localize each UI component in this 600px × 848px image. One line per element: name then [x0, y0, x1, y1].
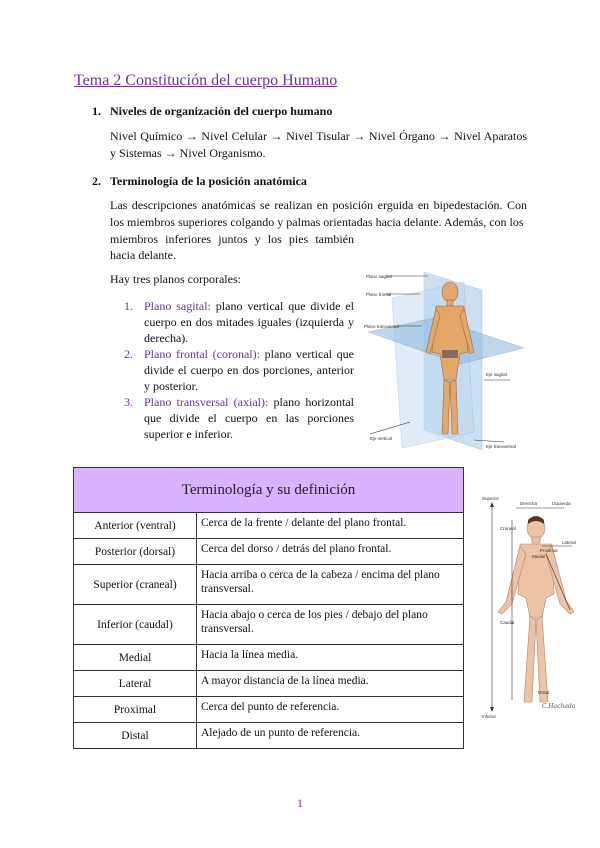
figure-label: Eje sagital: [486, 372, 507, 377]
planes-list: [124, 298, 354, 442]
definition-cell: Cerca de la frente / delante del plano frontal.: [197, 513, 464, 539]
table-header: Terminología y su definición: [74, 468, 464, 513]
page-number: 1: [297, 796, 303, 810]
definition-cell: Cerca del dorso / detrás del plano frontal.: [197, 539, 464, 565]
term-cell: Anterior (ventral): [74, 513, 197, 539]
table-row: [74, 645, 464, 671]
list-item: 2. Plano frontal (coronal): plano vertical que divide el cuerpo en dos porciones, anterior y posterior.: [124, 347, 354, 393]
figure-label: Superior: [482, 496, 500, 501]
term-cell: Superior (craneal): [74, 565, 197, 605]
signature: C.Hachado: [542, 703, 576, 710]
term-cell: Distal: [74, 723, 197, 749]
figure-label: Inferior: [482, 714, 497, 719]
list-item: 3. Plano transversal (axial): plano horizontal que divide el cuerpo en las porciones superior e inferior.: [124, 395, 354, 441]
definition-cell: Hacia arriba o cerca de la cabeza / encima del plano transversal.: [197, 565, 464, 605]
anatomical-position-paragraph-cont: miembros inferiores juntos y los pies también hacia delante.: [110, 232, 354, 262]
table-row: [74, 697, 464, 723]
terminology-table: [73, 467, 464, 749]
planes-intro: Hay tres planos corporales:: [110, 272, 241, 286]
term-cell: Posterior (dorsal): [74, 539, 197, 565]
term-cell: Lateral: [74, 671, 197, 697]
figure-label: Proximal: [540, 548, 558, 553]
term-cell: Inferior (caudal): [74, 605, 197, 645]
section-title: Niveles de organización del cuerpo humano: [110, 104, 333, 118]
section-heading-2: [92, 174, 307, 189]
list-item: 1. Plano sagital: plano vertical que divide el cuerpo en dos mitades iguales (izquierda y derecha).: [124, 299, 354, 345]
figure-label: Plano transversal: [364, 324, 399, 329]
figure-label: Lateral: [562, 540, 576, 545]
term-cell: Proximal: [74, 697, 197, 723]
definition-cell: Hacia abajo o cerca de los pies / debajo del plano transversal.: [197, 605, 464, 645]
section-title: Terminología de la posición anatómica: [110, 174, 307, 188]
figure-label: Craneal: [500, 526, 516, 531]
levels-paragraph: Nivel Químico → Nivel Celular → Nivel Tisular → Nivel Órgano → Nivel Aparatos y Sistemas → Nivel Organismo.: [110, 129, 527, 160]
section-number: 2.: [92, 174, 101, 188]
section-heading-1: [92, 104, 332, 119]
definition-cell: A mayor distancia de la línea media.: [197, 671, 464, 697]
anatomical-planes-figure: [364, 262, 530, 450]
term-cell: Medial: [74, 645, 197, 671]
figure-label: Plano frontal: [366, 292, 392, 297]
definition-cell: Alejado de un punto de referencia.: [197, 723, 464, 749]
definition-cell: Cerca del punto de referencia.: [197, 697, 464, 723]
figure-label: Caudal: [500, 620, 515, 625]
figure-label: Eje transversal: [486, 444, 516, 449]
definition-cell: Hacia la línea media.: [197, 645, 464, 671]
table-row: [74, 513, 464, 539]
directional-terms-figure: [480, 490, 580, 720]
figure-label: Plano sagital: [366, 274, 392, 279]
table-row: [74, 671, 464, 697]
figure-label: Eje vertical: [370, 436, 393, 441]
table-row: [74, 539, 464, 565]
figure-label: Derecha: [520, 501, 538, 506]
page-title: Tema 2 Constitución del cuerpo Humano: [74, 72, 338, 89]
table-row: [74, 565, 464, 605]
figure-label: Medial: [532, 554, 546, 559]
figure-label: Izquierda: [552, 501, 571, 506]
figure-label: Distal: [538, 690, 550, 695]
table-row: [74, 723, 464, 749]
anatomical-position-paragraph: Las descripciones anatómicas se realizan en posición erguida en bipedestación. Con los miembros superiores colgando y palmas orientadas hacia delante. Además, con los: [110, 198, 527, 229]
table-row: [74, 605, 464, 645]
section-number: 1.: [92, 104, 101, 118]
